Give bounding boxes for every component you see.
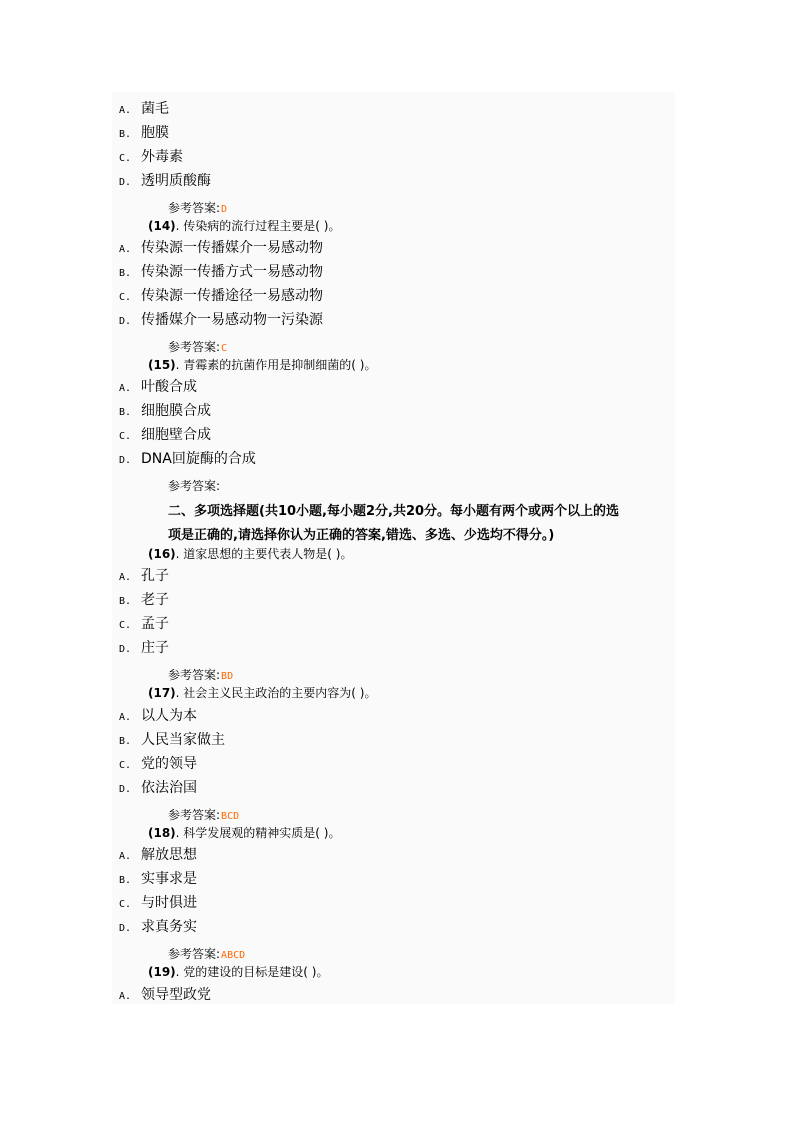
question-stem <box>148 545 352 563</box>
answer-option <box>119 99 169 119</box>
option-letter: D. <box>119 644 132 655</box>
answer-option <box>119 449 256 469</box>
option-text: 以人为本 <box>141 708 197 724</box>
option-letter: B. <box>119 129 132 140</box>
option-text: 老子 <box>141 592 169 608</box>
option-letter: D. <box>119 177 132 188</box>
answer-option <box>119 845 197 865</box>
option-letter: B. <box>119 268 132 279</box>
answer-value: BD <box>221 671 234 682</box>
option-text: 与时俱进 <box>141 895 197 911</box>
answer-option <box>119 893 197 913</box>
section-heading <box>168 500 619 548</box>
question-text: . 科学发展观的精神实质是( )。 <box>175 826 341 840</box>
answer-option <box>119 566 169 586</box>
answer-label: 参考答案: <box>168 668 221 682</box>
question-number: (19) <box>148 965 176 979</box>
option-letter: A. <box>119 383 132 394</box>
answer-option <box>119 706 197 726</box>
question-number: (18) <box>148 826 176 840</box>
answer-option <box>119 590 169 610</box>
option-letter: B. <box>119 407 132 418</box>
question-number: (16) <box>148 547 176 561</box>
option-letter: A. <box>119 712 132 723</box>
option-text: 菌毛 <box>141 101 169 117</box>
question-text: . 党的建设的目标是建设( )。 <box>175 965 329 979</box>
option-text: 外毒素 <box>141 149 183 165</box>
option-text: 细胞膜合成 <box>141 403 211 419</box>
option-text: 传播媒介一易感动物一污染源 <box>141 312 323 328</box>
option-letter: C. <box>119 899 132 910</box>
option-text: 透明质酸酶 <box>141 173 211 189</box>
option-letter: B. <box>119 596 132 607</box>
option-text: 孔子 <box>141 568 169 584</box>
answer-option <box>119 147 183 167</box>
option-text: 解放思想 <box>141 847 197 863</box>
question-number: (17) <box>148 686 176 700</box>
option-text: 人民当家做主 <box>141 732 225 748</box>
answer-option <box>119 425 211 445</box>
answer-label: 参考答案: <box>168 201 221 215</box>
answer-value: ABCD <box>221 950 246 961</box>
option-text: 领导型政党 <box>141 987 211 1003</box>
option-text: 叶酸合成 <box>141 379 197 395</box>
answer-option <box>119 310 323 330</box>
option-text: 孟子 <box>141 616 169 632</box>
question-text: . 传染病的流行过程主要是( )。 <box>175 219 341 233</box>
option-text: 依法治国 <box>141 780 197 796</box>
answer-option <box>119 778 197 798</box>
question-stem <box>148 684 376 702</box>
option-letter: A. <box>119 244 132 255</box>
option-letter: B. <box>119 736 132 747</box>
option-text: 党的领导 <box>141 756 197 772</box>
section-heading-line: 二、多项选择题(共10小题,每小题2分,共20分。每小题有两个或两个以上的选 <box>168 504 620 519</box>
question-number: (14) <box>148 219 176 233</box>
answer-option <box>119 238 323 258</box>
option-text: 庄子 <box>141 640 169 656</box>
option-letter: C. <box>119 760 132 771</box>
reference-answer <box>168 807 239 823</box>
answer-option <box>119 730 225 750</box>
option-text: 细胞壁合成 <box>141 427 211 443</box>
answer-option <box>119 638 169 658</box>
question-text: . 社会主义民主政治的主要内容为( )。 <box>175 686 377 700</box>
answer-label: 参考答案: <box>168 808 221 822</box>
reference-answer <box>168 946 245 962</box>
answer-option <box>119 869 197 889</box>
option-letter: D. <box>119 784 132 795</box>
reference-answer <box>168 667 233 683</box>
answer-option <box>119 262 323 282</box>
option-letter: C. <box>119 153 132 164</box>
option-letter: C. <box>119 620 132 631</box>
answer-label: 参考答案: <box>168 479 221 493</box>
answer-option <box>119 286 323 306</box>
option-letter: D. <box>119 923 132 934</box>
option-letter: A. <box>119 105 132 116</box>
section-heading-line: 项是正确的,请选择你认为正确的答案,错选、多选、少选均不得分。) <box>168 528 555 543</box>
option-letter: C. <box>119 431 132 442</box>
answer-label: 参考答案: <box>168 947 221 961</box>
reference-answer <box>168 478 221 494</box>
option-text: 胞膜 <box>141 125 169 141</box>
answer-option <box>119 754 197 774</box>
question-stem <box>148 356 376 374</box>
answer-option <box>119 123 169 143</box>
answer-value: BCD <box>221 811 240 822</box>
question-text: . 青霉素的抗菌作用是抑制细菌的( )。 <box>175 358 377 372</box>
option-text: 求真务实 <box>141 919 197 935</box>
answer-value: D <box>221 204 228 215</box>
option-text: 传染源一传播媒介一易感动物 <box>141 240 323 256</box>
option-letter: B. <box>119 875 132 886</box>
answer-option <box>119 377 197 397</box>
option-letter: A. <box>119 991 132 1002</box>
option-letter: A. <box>119 851 132 862</box>
question-stem <box>148 217 340 235</box>
answer-option <box>119 401 211 421</box>
answer-value: C <box>221 343 228 354</box>
option-text: 传染源一传播途径一易感动物 <box>141 288 323 304</box>
answer-option <box>119 171 211 191</box>
reference-answer <box>168 200 227 216</box>
question-stem <box>148 824 340 842</box>
answer-option <box>119 614 169 634</box>
question-number: (15) <box>148 358 176 372</box>
question-stem <box>148 963 328 981</box>
option-letter: D. <box>119 316 132 327</box>
reference-answer <box>168 339 227 355</box>
question-text: . 道家思想的主要代表人物是( )。 <box>175 547 353 561</box>
option-text: 传染源一传播方式一易感动物 <box>141 264 323 280</box>
answer-option <box>119 985 211 1005</box>
option-letter: A. <box>119 572 132 583</box>
option-text: 实事求是 <box>141 871 197 887</box>
option-letter: D. <box>119 455 132 466</box>
answer-label: 参考答案: <box>168 340 221 354</box>
answer-option <box>119 917 197 937</box>
option-letter: C. <box>119 292 132 303</box>
option-text: DNA回旋酶的合成 <box>141 451 256 467</box>
